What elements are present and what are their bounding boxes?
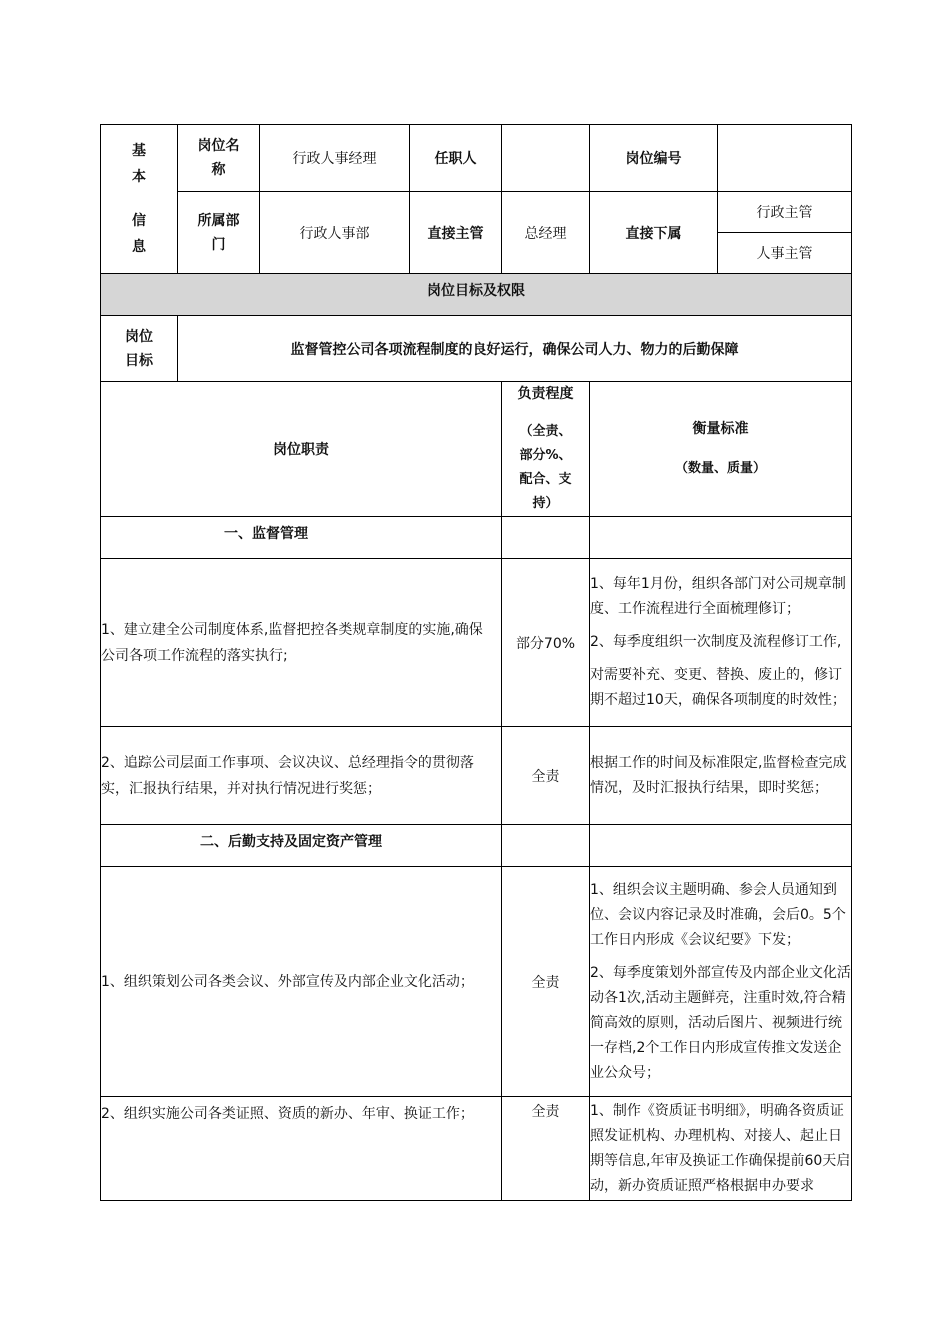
responsibility-level: 全责 bbox=[502, 727, 590, 825]
basic-info-label-cell bbox=[101, 125, 178, 274]
standard-paragraph: 1、组织会议主题明确、参会人员通知到位、会议内容记录及时准确，会后0。5个工作日内形成《会议纪要》下发； bbox=[590, 881, 846, 948]
responsibility-column-header bbox=[502, 382, 590, 517]
position-goal-row bbox=[101, 316, 852, 382]
direct-supervisor-label: 直接主管 bbox=[410, 192, 502, 274]
responsibility-title: 负责程度 bbox=[517, 386, 574, 402]
section-1-level-empty bbox=[502, 517, 590, 559]
section-2-standard-empty bbox=[590, 825, 852, 867]
section-2-level-empty bbox=[502, 825, 590, 867]
standard-cell bbox=[590, 867, 852, 1097]
standard-paragraph: 对需要补充、变更、替换、废止的，修订期不超过10天，确保各项制度的时效性； bbox=[590, 667, 846, 708]
position-code-value bbox=[718, 125, 852, 192]
standard-paragraph: 根据工作的时间及标准限定,监督检查完成情况，及时汇报执行结果，即时奖惩； bbox=[590, 754, 847, 796]
standard-title: 衡量标准 bbox=[692, 421, 749, 437]
standard-note: （数量、质量） bbox=[674, 461, 766, 476]
responsibility-level: 全责 bbox=[502, 867, 590, 1097]
duty-column-header: 岗位职责 bbox=[101, 382, 502, 517]
responsibility-level: 部分70% bbox=[502, 559, 590, 727]
standard-cell bbox=[590, 727, 852, 825]
incumbent-label: 任职人 bbox=[410, 125, 502, 192]
column-header-row bbox=[101, 382, 852, 517]
direct-subordinate-label: 直接下属 bbox=[590, 192, 718, 274]
table-row bbox=[101, 727, 852, 825]
standard-paragraph: 1、制作《资质证书明细》，明确各资质证照发证机构、办理机构、对接人、起止日期等信息,年审及换证工作确保提前60天启动，新办资质证照严格根据申办要求 bbox=[590, 1103, 851, 1194]
table-row bbox=[101, 1097, 852, 1201]
table-row bbox=[101, 867, 852, 1097]
position-name-value: 行政人事经理 bbox=[260, 125, 410, 192]
basic-info-row-2 bbox=[101, 192, 852, 233]
duty-text: 1、建立建全公司制度体系,监督把控各类规章制度的实施,确保公司各项工作流程的落实执行; bbox=[101, 559, 502, 727]
table-row bbox=[101, 559, 852, 727]
basic-info-label-line1: 基 本 bbox=[132, 143, 160, 185]
direct-supervisor-value: 总经理 bbox=[502, 192, 590, 274]
duty-text: 2、组织实施公司各类证照、资质的新办、年审、换证工作； bbox=[101, 1097, 502, 1201]
standard-paragraph: 1、每年1月份，组织各部门对公司规章制度、工作流程进行全面梳理修订； bbox=[590, 576, 846, 617]
standard-paragraph: 2、每季度组织一次制度及流程修订工作, bbox=[590, 634, 842, 650]
basic-info-label-line2: 信 息 bbox=[132, 213, 160, 255]
standard-column-header bbox=[590, 382, 852, 517]
section-1-title-row bbox=[101, 517, 852, 559]
department-value: 行政人事部 bbox=[260, 192, 410, 274]
subordinate-2: 人事主管 bbox=[718, 233, 852, 274]
position-goal-text: 监督管控公司各项流程制度的良好运行，确保公司人力、物力的后勤保障 bbox=[178, 316, 852, 382]
incumbent-value bbox=[502, 125, 590, 192]
responsibility-note: （全责、部分%、配合、支持） bbox=[519, 424, 572, 511]
standard-paragraph: 2、每季度策划外部宣传及内部企业文化活动各1次,活动主题鲜亮，注重时效,符合精简高效的原则，活动后图片、视频进行统一存档,2个工作日内形成宣传推文发送企业公众号； bbox=[590, 964, 851, 1081]
position-name-label: 岗位名称 bbox=[178, 125, 260, 192]
section-1-title: 一、监督管理 bbox=[101, 517, 502, 559]
department-label: 所属部门 bbox=[178, 192, 260, 274]
duty-text: 2、追踪公司层面工作事项、会议决议、总经理指令的贯彻落实，汇报执行结果，并对执行情况进行奖惩； bbox=[101, 727, 502, 825]
position-code-label: 岗位编号 bbox=[590, 125, 718, 192]
basic-info-row-1 bbox=[101, 125, 852, 192]
goals-header-row bbox=[101, 274, 852, 316]
section-1-standard-empty bbox=[590, 517, 852, 559]
duty-text: 1、组织策划公司各类会议、外部宣传及内部企业文化活动； bbox=[101, 867, 502, 1097]
standard-cell bbox=[590, 559, 852, 727]
position-goal-label: 岗位目标 bbox=[101, 316, 178, 382]
goals-header: 岗位目标及权限 bbox=[101, 274, 852, 316]
standard-cell bbox=[590, 1097, 852, 1201]
section-2-title: 二、后勤支持及固定资产管理 bbox=[101, 825, 502, 867]
job-description-table bbox=[100, 124, 852, 1201]
responsibility-level: 全责 bbox=[502, 1097, 590, 1201]
subordinate-1: 行政主管 bbox=[718, 192, 852, 233]
section-2-title-row bbox=[101, 825, 852, 867]
